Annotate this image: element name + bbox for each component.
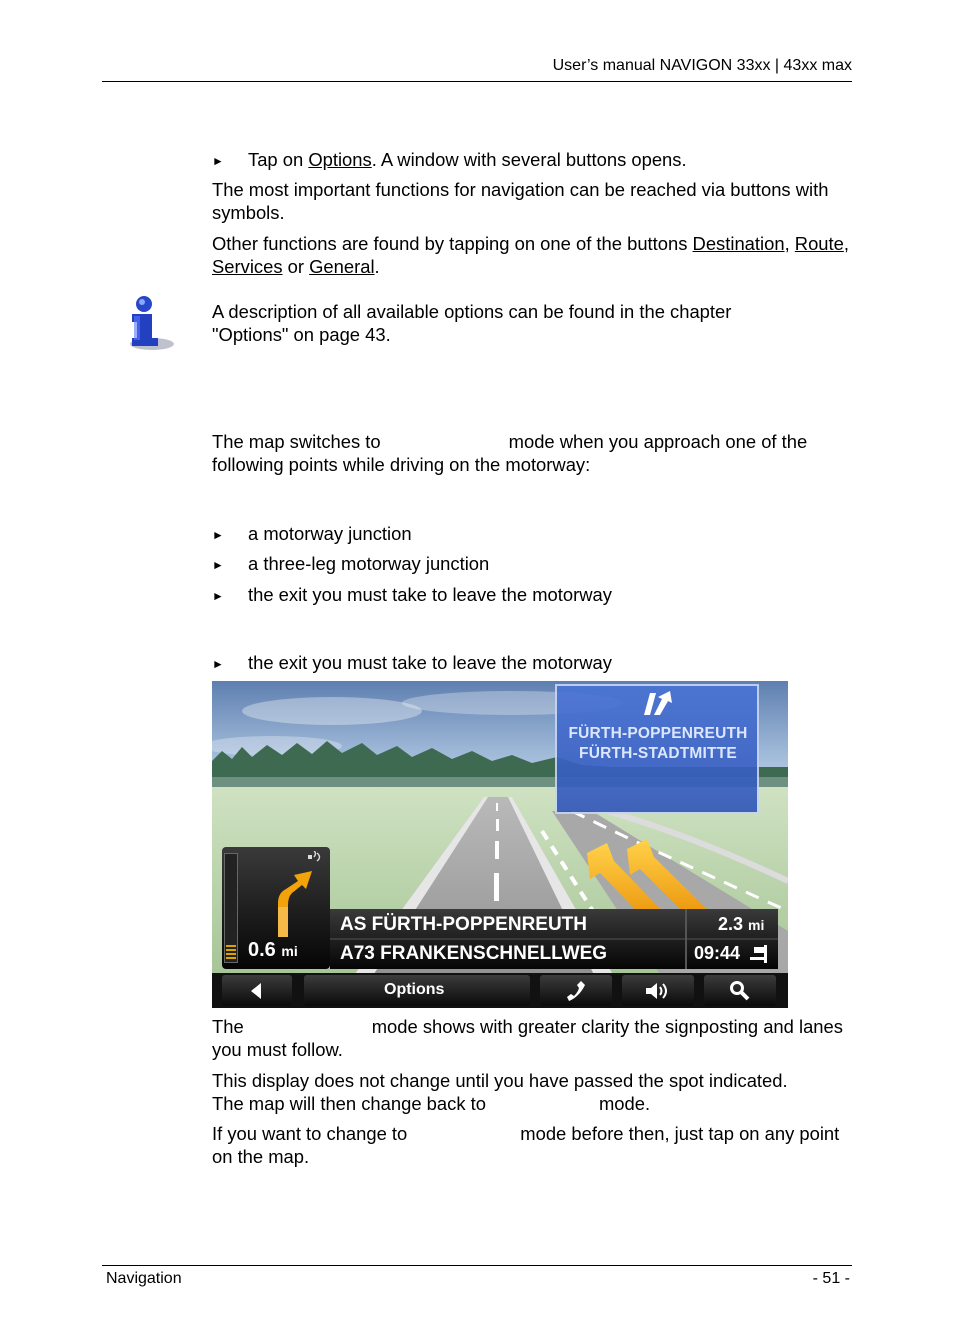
search-icon	[730, 981, 750, 1001]
route-link[interactable]: Route	[794, 233, 844, 254]
arrival-time: 09:44	[694, 943, 741, 963]
paragraph-other-functions: Other functions are found by tapping on one of the buttons Destination, Route, Services or General.	[212, 233, 849, 277]
exit-sign-icon	[640, 689, 680, 717]
paragraph-map-switches: The map switches to mode when you approach one of the following points while driving on the motorway:	[212, 431, 808, 475]
page-number: - 51 -	[812, 1270, 850, 1287]
general-link[interactable]: General	[309, 256, 375, 277]
flag-icon	[750, 945, 770, 963]
phone-button[interactable]	[540, 975, 612, 1006]
volume-button[interactable]	[622, 975, 694, 1006]
page-header	[102, 57, 852, 82]
turn-distance: 0.6 mi	[248, 939, 298, 961]
search-button[interactable]	[704, 975, 776, 1006]
destination-link[interactable]: Destination	[692, 233, 785, 254]
paragraph-display: This display does not change until you have passed the spot indicated. The map will then change back to mode.	[212, 1070, 788, 1114]
phone-icon	[567, 981, 585, 1001]
bullet-arrow-icon: ►	[212, 558, 224, 572]
volume-indicator-icon	[308, 851, 324, 863]
current-street: AS FÜRTH-POPPENREUTH	[340, 914, 588, 935]
back-button[interactable]	[222, 975, 292, 1006]
paragraph-change-mode: If you want to change to mode before then, just tap on any point on the map.	[212, 1123, 840, 1167]
back-arrow-icon	[251, 983, 263, 999]
sign-line-2: FÜRTH-STADTMITTE	[579, 745, 737, 762]
header-title: User’s manual NAVIGON 33xx | 43xx max	[552, 57, 852, 74]
navigation-screenshot[interactable]	[212, 681, 788, 1008]
paragraph-functions: The most important functions for navigation can be reached via buttons with symbols.	[212, 179, 829, 223]
bullet-arrow-icon: ►	[212, 657, 224, 671]
options-button-label: Options	[384, 981, 445, 998]
footer-section: Navigation	[106, 1270, 182, 1287]
next-street: A73 FRANKENSCHNELLWEG	[340, 943, 608, 964]
bullet-arrow-icon: ►	[212, 528, 224, 542]
sign-line-1: FÜRTH-POPPENREUTH	[568, 725, 748, 742]
info-icon	[122, 294, 178, 354]
info-note: A description of all available options can be found in the chapter "Options" on page 43.	[212, 301, 732, 345]
signal-level-bar	[224, 853, 238, 963]
page-footer	[102, 1265, 852, 1287]
options-link[interactable]: Options	[308, 149, 372, 170]
paragraph-clarity: The mode shows with greater clarity the signposting and lanes you must follow.	[212, 1016, 843, 1060]
total-distance: 2.3 mi	[718, 914, 765, 934]
speaker-icon	[646, 982, 670, 1000]
bullet-arrow-icon: ►	[212, 589, 224, 603]
bullet-arrow-icon: ►	[212, 154, 224, 168]
services-link[interactable]: Services	[212, 256, 283, 277]
options-button[interactable]	[304, 975, 530, 1006]
turn-right-arrow-icon	[270, 867, 314, 937]
